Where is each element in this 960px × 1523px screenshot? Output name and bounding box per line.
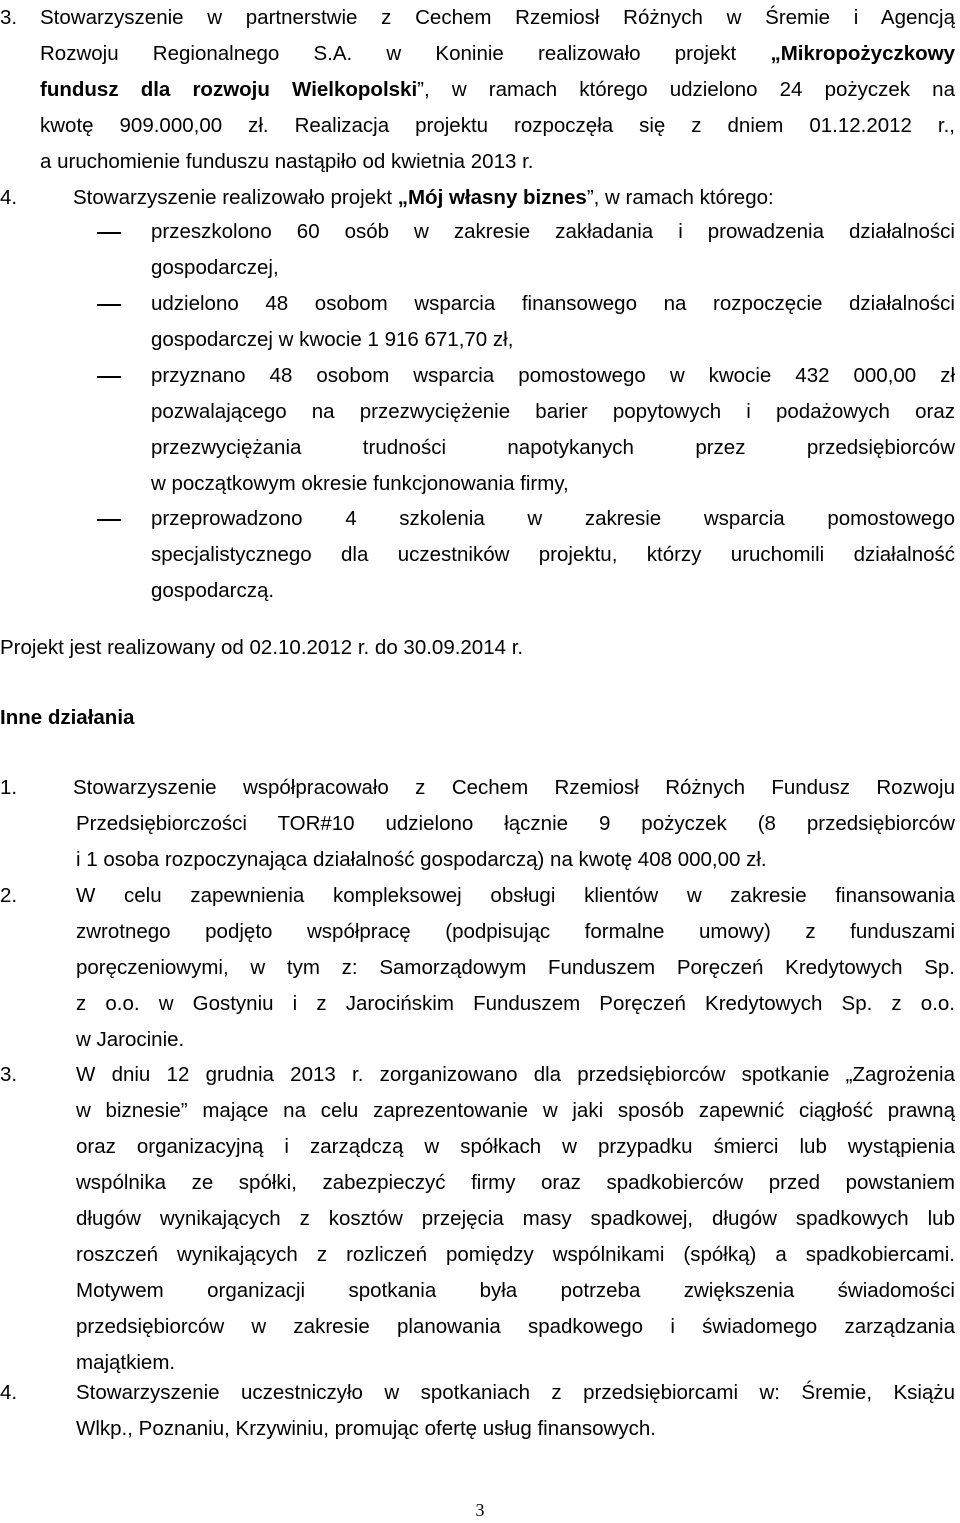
text-line: roszczeń wynikających z rozliczeń pomiędzy wspólnikami (spółką) a spadkobiercami. <box>76 1243 955 1266</box>
text-line: i 1 osoba rozpoczynająca działalność gospodarczą) na kwotę 408 000,00 zł. <box>76 848 767 871</box>
list-item-3 <box>0 0 955 180</box>
list-number: 4. <box>0 1381 18 1404</box>
text-line: specjalistycznego dla uczestników projektu, którzy uruchomili działalność <box>151 543 955 566</box>
text-line: zwrotnego podjęto współpracę (podpisując formalne umowy) z funduszami <box>76 920 955 943</box>
text-line: pozwalającego na przezwyciężenie barier popytowych i podażowych oraz <box>151 400 955 423</box>
text-line: Motywem organizacji spotkania była potrzeba zwiększenia świadomości <box>76 1279 955 1302</box>
text-line: Przedsiębiorczości TOR#10 udzielono łącznie 9 pożyczek (8 przedsiębiorców <box>76 812 955 835</box>
text-line: poręczeniowymi, w tym z: Samorządowym Funduszem Poręczeń Kredytowych Sp. <box>76 956 955 979</box>
dash-bullet-icon <box>97 501 127 537</box>
text-line: udzielono 48 osobom wsparcia finansowego na rozpoczęcie działalności <box>151 292 955 315</box>
bullet-item <box>0 358 955 502</box>
text-line: przeszkolono 60 osób w zakresie zakładania i prowadzenia działalności <box>151 220 955 243</box>
text-line: Stowarzyszenie uczestniczyło w spotkaniach z przedsiębiorcami w: Śremie, Książu <box>76 1381 955 1404</box>
project-period: Projekt jest realizowany od 02.10.2012 r. do 30.09.2014 r. <box>0 636 524 659</box>
text-line: kwotę 909.000,00 zł. Realizacja projektu rozpoczęła się z dniem 01.12.2012 r., <box>40 114 955 137</box>
text-line: przedsiębiorców w zakresie planowania spadkowego i świadomego zarządzania <box>76 1315 955 1338</box>
text-line: Wlkp., Poznaniu, Krzywiniu, promując ofertę usług finansowych. <box>76 1417 656 1440</box>
text-line: fundusz dla rozwoju Wielkopolski”, w ramach którego udzielono 24 pożyczek na <box>40 78 955 101</box>
dash-bullet-icon <box>97 358 127 394</box>
activity-item-3 <box>0 1057 955 1381</box>
bullet-item <box>0 286 955 358</box>
text-line: W celu zapewnienia kompleksowej obsługi klientów w zakresie finansowania <box>76 884 955 907</box>
list-number: 3. <box>0 6 18 29</box>
activity-item-1 <box>0 770 955 878</box>
text-line: gospodarczej w kwocie 1 916 671,70 zł, <box>151 328 514 351</box>
project-title: fundusz dla rozwoju Wielkopolski <box>40 78 418 101</box>
text-line: wspólnika ze spółki, zabezpieczyć firmy oraz spadkobierców przed powstaniem <box>76 1171 955 1194</box>
list-number: 1. <box>0 776 18 799</box>
text-line: gospodarczą. <box>151 579 275 602</box>
text-line: w Jarocinie. <box>76 1028 185 1051</box>
text-line: W dniu 12 grudnia 2013 r. zorganizowano dla przedsiębiorców spotkanie „Zagrożenia <box>76 1063 955 1086</box>
text-line: Stowarzyszenie współpracowało z Cechem Rzemiosł Różnych Fundusz Rozwoju <box>73 776 955 799</box>
activity-item-2 <box>0 878 955 1058</box>
project-title: „Mój własny biznes <box>397 186 587 209</box>
text-line: Stowarzyszenie realizowało projekt „Mój własny biznes”, w ramach którego: <box>73 186 774 209</box>
text-line: majątkiem. <box>76 1351 176 1374</box>
list-number: 3. <box>0 1063 18 1086</box>
page-number: 3 <box>475 1500 485 1520</box>
text-line: z o.o. w Gostyniu i z Jarocińskim Funduszem Poręczeń Kredytowych Sp. z o.o. <box>76 992 955 1015</box>
list-number: 2. <box>0 884 18 907</box>
text-line: w początkowym okresie funkcjonowania firmy, <box>151 472 569 495</box>
text-line: Stowarzyszenie w partnerstwie z Cechem Rzemiosł Różnych w Śremie i Agencją <box>40 6 955 29</box>
bullet-item <box>0 501 955 609</box>
text-line: Rozwoju Regionalnego S.A. w Koninie realizowało projekt „Mikropożyczkowy <box>40 42 955 65</box>
bullet-item <box>0 214 955 286</box>
project-title: „Mikropożyczkowy <box>770 42 955 65</box>
text-line: gospodarczej, <box>151 256 279 279</box>
text-line: oraz organizacyjną i zarządczą w spółkach w przypadku śmierci lub wystąpienia <box>76 1135 955 1158</box>
text-line: przyznano 48 osobom wsparcia pomostowego w kwocie 432 000,00 zł <box>151 364 955 387</box>
dash-bullet-icon <box>97 286 127 322</box>
text-line: a uruchomienie funduszu nastąpiło od kwietnia 2013 r. <box>40 150 534 173</box>
section-heading: Inne działania <box>0 706 135 729</box>
text-line: przeprowadzono 4 szkolenia w zakresie wsparcia pomostowego <box>151 507 955 530</box>
text-line: długów wynikających z kosztów przejęcia masy spadkowej, długów spadkowych lub <box>76 1207 955 1230</box>
list-item-4 <box>0 180 955 216</box>
text-line: w biznesie” mające na celu zaprezentowanie w jaki sposób zapewnić ciągłość prawną <box>76 1099 955 1122</box>
list-number: 4. <box>0 186 18 209</box>
activity-item-4 <box>0 1375 955 1447</box>
dash-bullet-icon <box>97 214 127 250</box>
text-line: przezwyciężania trudności napotykanych przez przedsiębiorców <box>151 436 955 459</box>
